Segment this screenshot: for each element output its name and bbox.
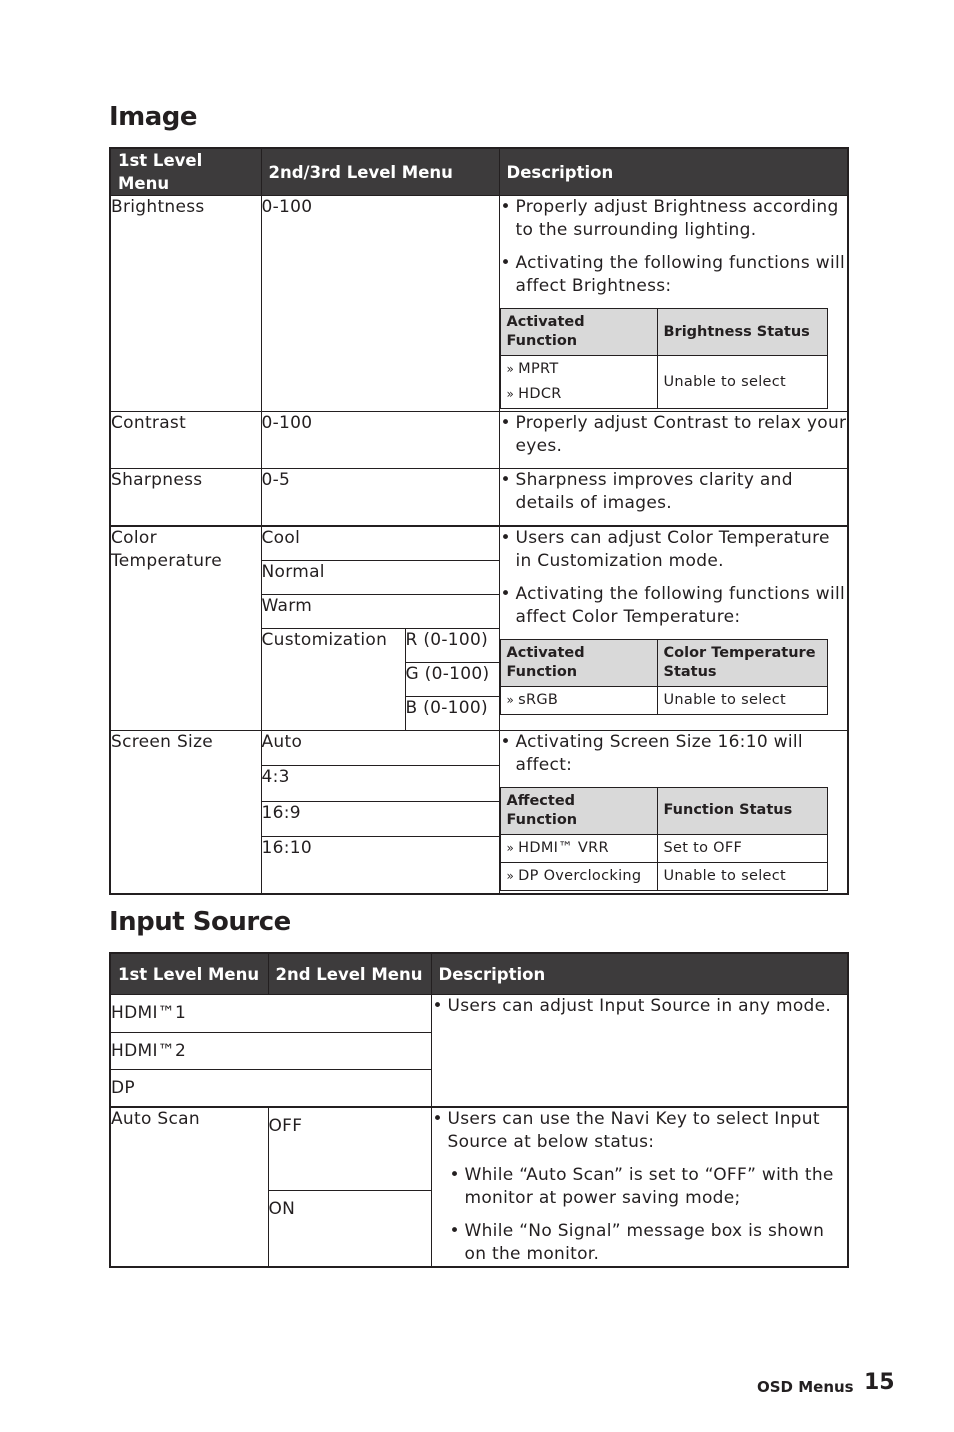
- auto-scan-desc: • Users can use the Navi Key to select Input Source at below status:: [432, 1108, 848, 1154]
- input-source-hdmi2: HDMI™2: [110, 1033, 431, 1070]
- table-row-brightness: [110, 196, 848, 412]
- input-source-menu-table: [109, 952, 849, 1268]
- sharpness-range: 0-5: [261, 469, 499, 527]
- arrow-icon: »: [506, 868, 515, 883]
- function-srgb: sRGB: [518, 692, 559, 708]
- table-row-screen-size: [110, 730, 848, 766]
- color-temperature-description: [499, 526, 848, 730]
- mini-header-function-status: Function Status: [657, 787, 827, 834]
- table-header-row: [110, 953, 848, 995]
- contrast-description: [499, 412, 848, 469]
- color-temp-option-normal: Normal: [261, 560, 499, 594]
- customization-b: B (0-100): [405, 696, 499, 730]
- input-source-section-title: Input Source: [109, 907, 291, 937]
- screen-size-desc: • Activating Screen Size 16:10 will affect:: [500, 731, 848, 777]
- contrast-desc: • Properly adjust Contrast to relax your eyes.: [500, 412, 848, 458]
- mini-header-brightness-status: Brightness Status: [657, 309, 827, 356]
- brightness-description: [499, 196, 848, 412]
- mini-header-color-temp-status: Color Temperature Status: [657, 640, 827, 687]
- sharpness-description: [499, 469, 848, 527]
- table-row-auto-scan: [110, 1107, 848, 1191]
- input-sources-desc: • Users can adjust Input Source in any mode.: [432, 995, 848, 1018]
- auto-scan-description: [431, 1107, 848, 1267]
- customization-r: R (0-100): [405, 628, 499, 662]
- image-menu-table: [109, 147, 849, 895]
- screen-size-option-16-10: 16:10: [261, 837, 499, 894]
- sharpness-desc: • Sharpness improves clarity and details of images.: [500, 469, 848, 515]
- auto-scan-sub-2: • While “No Signal” message box is shown on the monitor.: [449, 1220, 848, 1266]
- auto-scan-label: Auto Scan: [110, 1107, 268, 1267]
- header-1st-level: 1st Level Menu: [110, 953, 268, 995]
- screen-size-description: [499, 730, 848, 894]
- color-temp-desc-2: • Activating the following functions will affect Color Temperature:: [500, 583, 848, 629]
- screen-size-option-4-3: 4:3: [261, 766, 499, 802]
- arrow-icon: »: [506, 840, 515, 855]
- sharpness-label: Sharpness: [110, 469, 261, 527]
- color-temp-option-cool: Cool: [261, 526, 499, 560]
- screen-size-option-16-9: 16:9: [261, 801, 499, 837]
- function-mprt: MPRT: [518, 361, 559, 377]
- arrow-icon: »: [506, 387, 515, 401]
- mini-header-activated-function: Activated Function: [500, 309, 657, 356]
- arrow-icon: »: [506, 693, 515, 707]
- auto-scan-option-on: ON: [268, 1191, 431, 1267]
- brightness-functions: [500, 356, 657, 409]
- arrow-icon: »: [506, 362, 515, 376]
- contrast-label: Contrast: [110, 412, 261, 469]
- customization-g: G (0-100): [405, 662, 499, 696]
- header-description: Description: [431, 953, 848, 995]
- table-row-sharpness: [110, 469, 848, 527]
- contrast-range: 0-100: [261, 412, 499, 469]
- brightness-desc-1: • Properly adjust Brightness according to the surrounding lighting.: [500, 196, 848, 242]
- input-source-hdmi1: HDMI™1: [110, 995, 431, 1033]
- color-temp-function: [500, 687, 657, 715]
- affected-function-1: [500, 834, 657, 862]
- mini-header-affected-function: Affected Function: [500, 787, 657, 834]
- color-temp-status-value: Unable to select: [657, 687, 827, 715]
- brightness-status-table: [500, 308, 828, 409]
- header-1st-level: 1st Level Menu: [110, 148, 261, 196]
- header-2nd-level: 2nd Level Menu: [268, 953, 431, 995]
- function-status-2: Unable to select: [657, 862, 827, 890]
- brightness-label: Brightness: [110, 196, 261, 412]
- header-description: Description: [499, 148, 848, 196]
- screen-size-option-auto: Auto: [261, 730, 499, 766]
- brightness-status-value: Unable to select: [657, 356, 827, 409]
- screen-size-label: Screen Size: [110, 730, 261, 894]
- color-temp-option-warm: Warm: [261, 594, 499, 628]
- input-sources-description: [431, 995, 848, 1107]
- affected-function-2: [500, 862, 657, 890]
- header-2nd-3rd-level: 2nd/3rd Level Menu: [261, 148, 499, 196]
- brightness-range: 0-100: [261, 196, 499, 412]
- image-section-title: Image: [109, 102, 198, 132]
- table-header-row: [110, 148, 848, 196]
- function-status-1: Set to OFF: [657, 834, 827, 862]
- input-source-dp: DP: [110, 1070, 431, 1107]
- function-hdcr: HDCR: [518, 386, 562, 402]
- auto-scan-option-off: OFF: [268, 1107, 431, 1191]
- auto-scan-sub-1: • While “Auto Scan” is set to “OFF” with the monitor at power saving mode;: [449, 1164, 848, 1210]
- color-temperature-status-table: [500, 639, 828, 715]
- brightness-desc-2: • Activating the following functions will affect Brightness:: [500, 252, 848, 298]
- page-number: 15: [864, 1370, 895, 1395]
- mini-header-activated-function: Activated Function: [500, 640, 657, 687]
- footer-section-label: OSD Menus: [757, 1378, 854, 1396]
- table-row-color-temperature: [110, 526, 848, 560]
- table-row-contrast: [110, 412, 848, 469]
- color-temperature-label: Color Temperature: [110, 526, 261, 730]
- function-dp-overclocking: DP Overclocking: [518, 867, 642, 884]
- color-temp-option-customization: Customization: [261, 628, 405, 730]
- screen-size-status-table: [500, 787, 828, 891]
- color-temp-desc-1: • Users can adjust Color Temperature in Customization mode.: [500, 527, 848, 573]
- function-hdmi-vrr: HDMI™ VRR: [518, 839, 609, 856]
